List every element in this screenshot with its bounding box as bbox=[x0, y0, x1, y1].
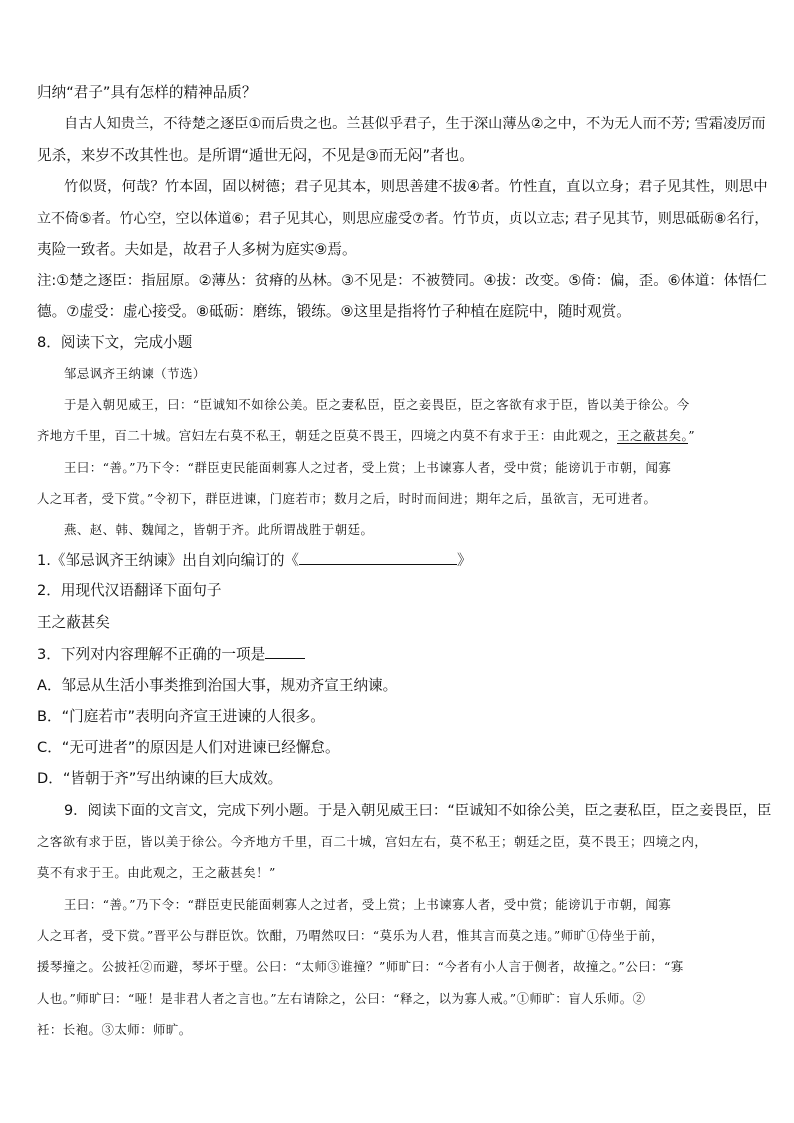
section9-line-8: 衽：长袍。③太师：师旷。 bbox=[37, 1022, 192, 1037]
passage1-paragraph-1-line-1: 自古人知贵兰，不待楚之逐臣①而后贵之也。兰甚似乎君子，生于深山薄丛②之中，不为无人而不芳; 雪霜凌厉而 bbox=[64, 116, 766, 132]
section9-line-5: 人之耳者，受下赏。”晋平公与群臣饮。饮酣，乃喟然叹曰：“莫乐为人君，惟其言而莫之违。”师旷①侍坐于前， bbox=[37, 928, 664, 943]
passage1-paragraph-2-line-3: 夷险一致者。夫如是，故君子人多树为庭实⑨焉。 bbox=[37, 241, 357, 258]
question-3: 3．下列对内容理解不正确的一项是 bbox=[37, 644, 305, 665]
passage1-note-line-2: 德。⑦虚受：虚心接受。⑧砥砺：磨练，锻练。⑨这里是指将竹子种植在庭院中，随时观赏。 bbox=[37, 303, 631, 320]
option-a: A．邹忌从生活小事类推到治国大事，规劝齐宣王纳谏。 bbox=[37, 677, 398, 694]
section8-passage-line-1: 于是入朝见威王，曰：“臣诚知不如徐公美。臣之妻私臣，臣之妾畏臣，臣之客欲有求于臣，皆以美于徐公。今 bbox=[64, 397, 690, 412]
section8-passage-line-2: 齐地方千里，百二十城。宫妇左右莫不私王，朝廷之臣莫不畏王，四境之内莫不有求于王：由此观之，王之蔽甚矣。” bbox=[37, 428, 696, 443]
section8-heading: 8．阅读下文，完成小题 bbox=[37, 334, 193, 351]
passage1-paragraph-2-line-2: 立不倚⑤者。竹心空，空以体道⑥；君子见其心，则思应虚受⑦者。竹节贞，贞以立志; 君子见其节，则思砥砺⑧名行， bbox=[37, 211, 769, 227]
section8-passage-line-3: 王曰：“善。”乃下令：“群臣吏民能面刺寡人之过者，受上赏；上书谏寡人者，受中赏；能谤讥于市朝，闻寡 bbox=[64, 460, 672, 475]
answer-blank[interactable] bbox=[265, 644, 305, 659]
option-b: B．“门庭若市”表明向齐宣王进谏的人很多。 bbox=[37, 708, 325, 725]
question-2-sentence: 王之蔽甚矣 bbox=[37, 614, 110, 631]
section8-passage-line-4: 人之耳者，受下赏。”令初下，群臣进谏，门庭若市；数月之后，时时而间进；期年之后，虽欲言，无可进者。 bbox=[37, 491, 657, 506]
passage1-paragraph-2-line-1: 竹似贤，何哉？竹本固，固以树德；君子见其本，则思善建不拔④者。竹性直，直以立身；君子见其性，则思中 bbox=[64, 179, 768, 195]
passage1-note-line-1: 注:①楚之逐臣：指屈原。②薄丛：贫瘠的丛林。③不见是：不被赞同。④拔：改变。⑤倚：偏，歪。⑥体道：体悟仁 bbox=[37, 273, 767, 289]
section9-line-4: 王曰：“善。”乃下令：“群臣吏民能面刺寡人之过者，受上赏；上书谏寡人者，受中赏；能谤讥于市朝，闻寡 bbox=[64, 897, 672, 912]
section9-line-7: 人也。”师旷曰：“哑！是非君人者之言也。”左右请除之，公曰：“释之，以为寡人戒。”①师旷：盲人乐师。② bbox=[37, 991, 646, 1006]
question-2: 2．用现代汉语翻译下面句子 bbox=[37, 582, 222, 599]
answer-blank[interactable] bbox=[299, 550, 457, 565]
section9-line-6: 援琴撞之。公披衽②而避，琴坏于壁。公曰：“太师③谁撞？”师旷曰：“今者有小人言于侧者，故撞之。”公曰：“寡 bbox=[37, 959, 684, 974]
passage1-question: 归纳“君子”具有怎样的精神品质？ bbox=[37, 84, 257, 101]
underlined-sentence: 王之蔽甚矣。 bbox=[617, 428, 689, 443]
question-1: 1.《邹忌讽齐王纳谏》出自刘向编订的《 》 bbox=[37, 552, 472, 569]
section8-passage-line-5: 燕、赵、韩、魏闻之，皆朝于齐。此所谓战胜于朝廷。 bbox=[64, 522, 374, 537]
section9-line-1: 9．阅读下面的文言文，完成下列小题。于是入朝见威王曰：“臣诚知不如徐公美，臣之妻私臣，臣之妾畏臣，臣 bbox=[64, 803, 772, 819]
section9-line-3: 莫不有求于王。由此观之，王之蔽甚矣！” bbox=[37, 865, 276, 880]
section8-passage-title: 邹忌讽齐王纳谏（节选） bbox=[64, 366, 206, 381]
passage1-paragraph-1-line-2: 见杀，来岁不改其性也。是所谓“遁世无闷，不见是③而无闷”者也。 bbox=[37, 147, 474, 164]
option-d: D．“皆朝于齐”写出纳谏的巨大成效。 bbox=[37, 770, 283, 787]
section9-line-2: 之客欲有求于臣，皆以美于徐公。今齐地方千里，百二十城，宫妇左右，莫不私王；朝廷之臣，莫不畏王；四境之内， bbox=[37, 834, 708, 849]
option-c: C．“无可进者”的原因是人们对进谏已经懈怠。 bbox=[37, 739, 340, 756]
